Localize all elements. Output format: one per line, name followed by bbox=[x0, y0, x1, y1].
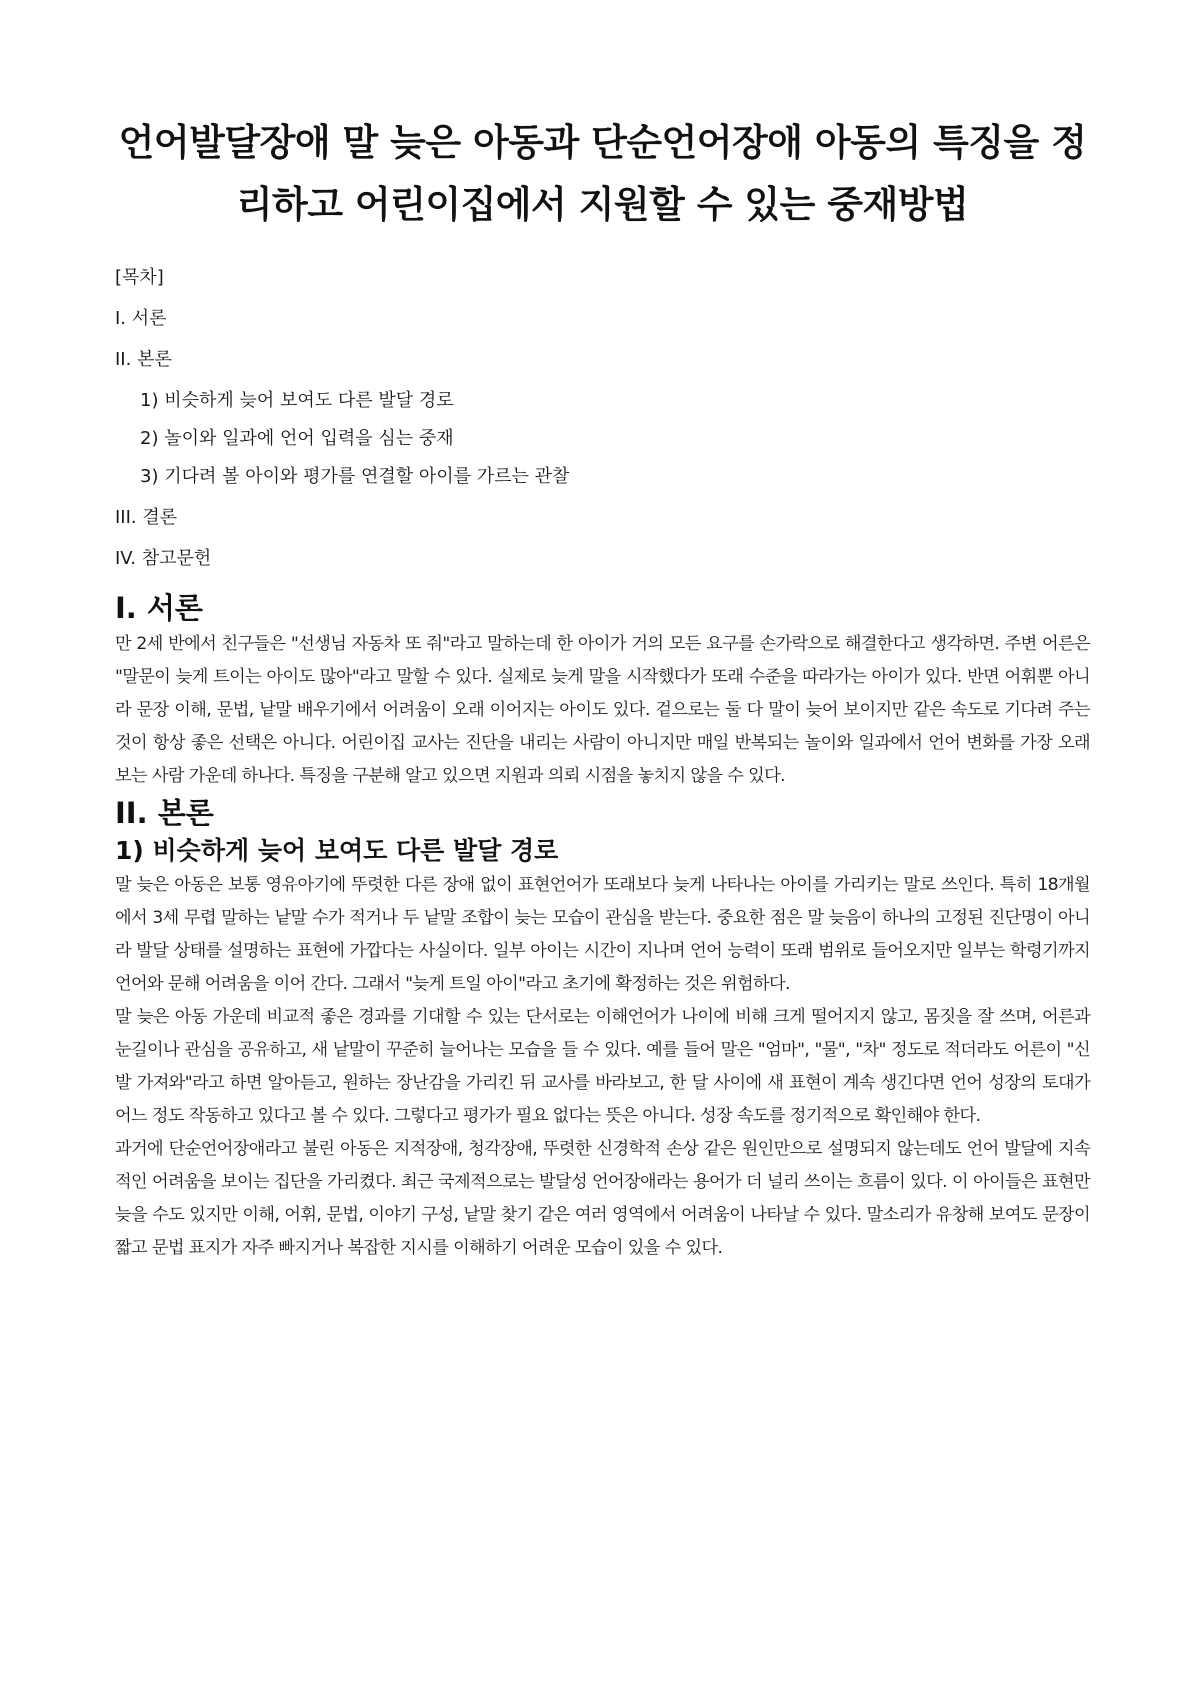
toc-heading: [목차] bbox=[115, 267, 164, 288]
toc-item-body-1: 1) 비슷하게 늦어 보여도 다른 발달 경로 bbox=[140, 390, 454, 411]
intro-paragraph: 만 2세 반에서 친구들은 "선생님 자동차 또 줘"라고 말하는데 한 아이가 거의 모든 요구를 손가락으로 해결한다고 생각하면. 주변 어른은 "말문이 늦게 트이는 아이도 많아"라고 말할 수 있다. 실제로 늦게 말을 시작했다가 또래 수준을 따라가는 아이가 있다. 반면 어휘뿐 아니라 문장 이해, 문법, 낱말 배우기에서 어려움이 오래 이어지는 아이도 있다. 겉으로는 둘 다 말이 늦어 보이지만 같은 속도로 기다려 주는 것이 항상 좋은 선택은 아니다. 어린이집 교사는 진단을 내리는 사람이 아니지만 매일 반복되는 놀이와 일과에서 언어 변화를 가장 오래 보는 사람 가운데 하나다. 특징을 구분해 알고 있으면 지원과 의뢰 시점을 놓치지 않을 수 있다. bbox=[115, 634, 1090, 786]
section-heading-body: II. 본론 bbox=[115, 796, 214, 830]
toc-item-conclusion: III. 결론 bbox=[115, 507, 178, 528]
body-paragraph-2: 말 늦은 아동 가운데 비교적 좋은 경과를 기대할 수 있는 단서로는 이해언어가 나이에 비해 크게 떨어지지 않고, 몸짓을 잘 쓰며, 어른과 눈길이나 관심을 공유하고, 새 낱말이 꾸준히 늘어나는 모습을 들 수 있다. 예를 들어 말은 "엄마", "물", "차" 정도로 적더라도 어른이 "신발 가져와"라고 하면 알아듣고, 원하는 장난감을 가리킨 뒤 교사를 바라보고, 한 달 사이에 새 표현이 계속 생긴다면 언어 성장의 토대가 어느 정도 작동하고 있다고 볼 수 있다. 그렇다고 평가가 필요 없다는 뜻은 아니다. 성장 속도를 정기적으로 확인해야 한다. bbox=[115, 1007, 1090, 1126]
subsection-heading-1: 1) 비슷하게 늦어 보여도 다른 발달 경로 bbox=[115, 836, 559, 865]
document-title: 언어발달장애 말 늦은 아동과 단순언어장애 아동의 특징을 정리하고 어린이집에서 지원할 수 있는 중재방법 bbox=[118, 121, 1087, 226]
toc-item-body-2: 2) 놀이와 일과에 언어 입력을 심는 중재 bbox=[140, 428, 454, 449]
body-paragraph-1: 말 늦은 아동은 보통 영유아기에 뚜렷한 다른 장애 없이 표현언어가 또래보다 늦게 나타나는 아이를 가리키는 말로 쓰인다. 특히 18개월에서 3세 무렵 말하는 낱말 수가 적거나 두 낱말 조합이 늦는 모습이 관심을 받는다. 중요한 점은 말 늦음이 하나의 고정된 진단명이 아니라 발달 상태를 설명하는 표현에 가깝다는 사실이다. 일부 아이는 시간이 지나며 언어 능력이 또래 범위로 들어오지만 일부는 학령기까지 언어와 문해 어려움을 이어 간다. 그래서 "늦게 트일 아이"라고 초기에 확정하는 것은 위험하다. bbox=[115, 875, 1090, 994]
toc-item-references: IV. 참고문헌 bbox=[115, 548, 212, 569]
toc-item-intro: I. 서론 bbox=[115, 308, 167, 329]
toc-item-body-3: 3) 기다려 볼 아이와 평가를 연결할 아이를 가르는 관찰 bbox=[140, 466, 570, 487]
table-of-contents bbox=[115, 266, 1090, 571]
body-paragraph-3: 과거에 단순언어장애라고 불린 아동은 지적장애, 청각장애, 뚜렷한 신경학적 손상 같은 원인만으로 설명되지 않는데도 언어 발달에 지속적인 어려움을 보이는 집단을 가리켰다. 최근 국제적으로는 발달성 언어장애라는 용어가 더 널리 쓰이는 흐름이 있다. 이 아이들은 표현만 늦을 수도 있지만 이해, 어휘, 문법, 이야기 구성, 낱말 찾기 같은 여러 영역에서 어려움이 나타날 수 있다. 말소리가 유창해 보여도 문장이 짧고 문법 표지가 자주 빠지거나 복잡한 지시를 이해하기 어려운 모습이 있을 수 있다. bbox=[115, 1139, 1090, 1258]
document-page bbox=[115, 0, 1090, 1265]
toc-item-body: II. 본론 bbox=[115, 349, 172, 370]
section-heading-intro: I. 서론 bbox=[115, 591, 203, 625]
